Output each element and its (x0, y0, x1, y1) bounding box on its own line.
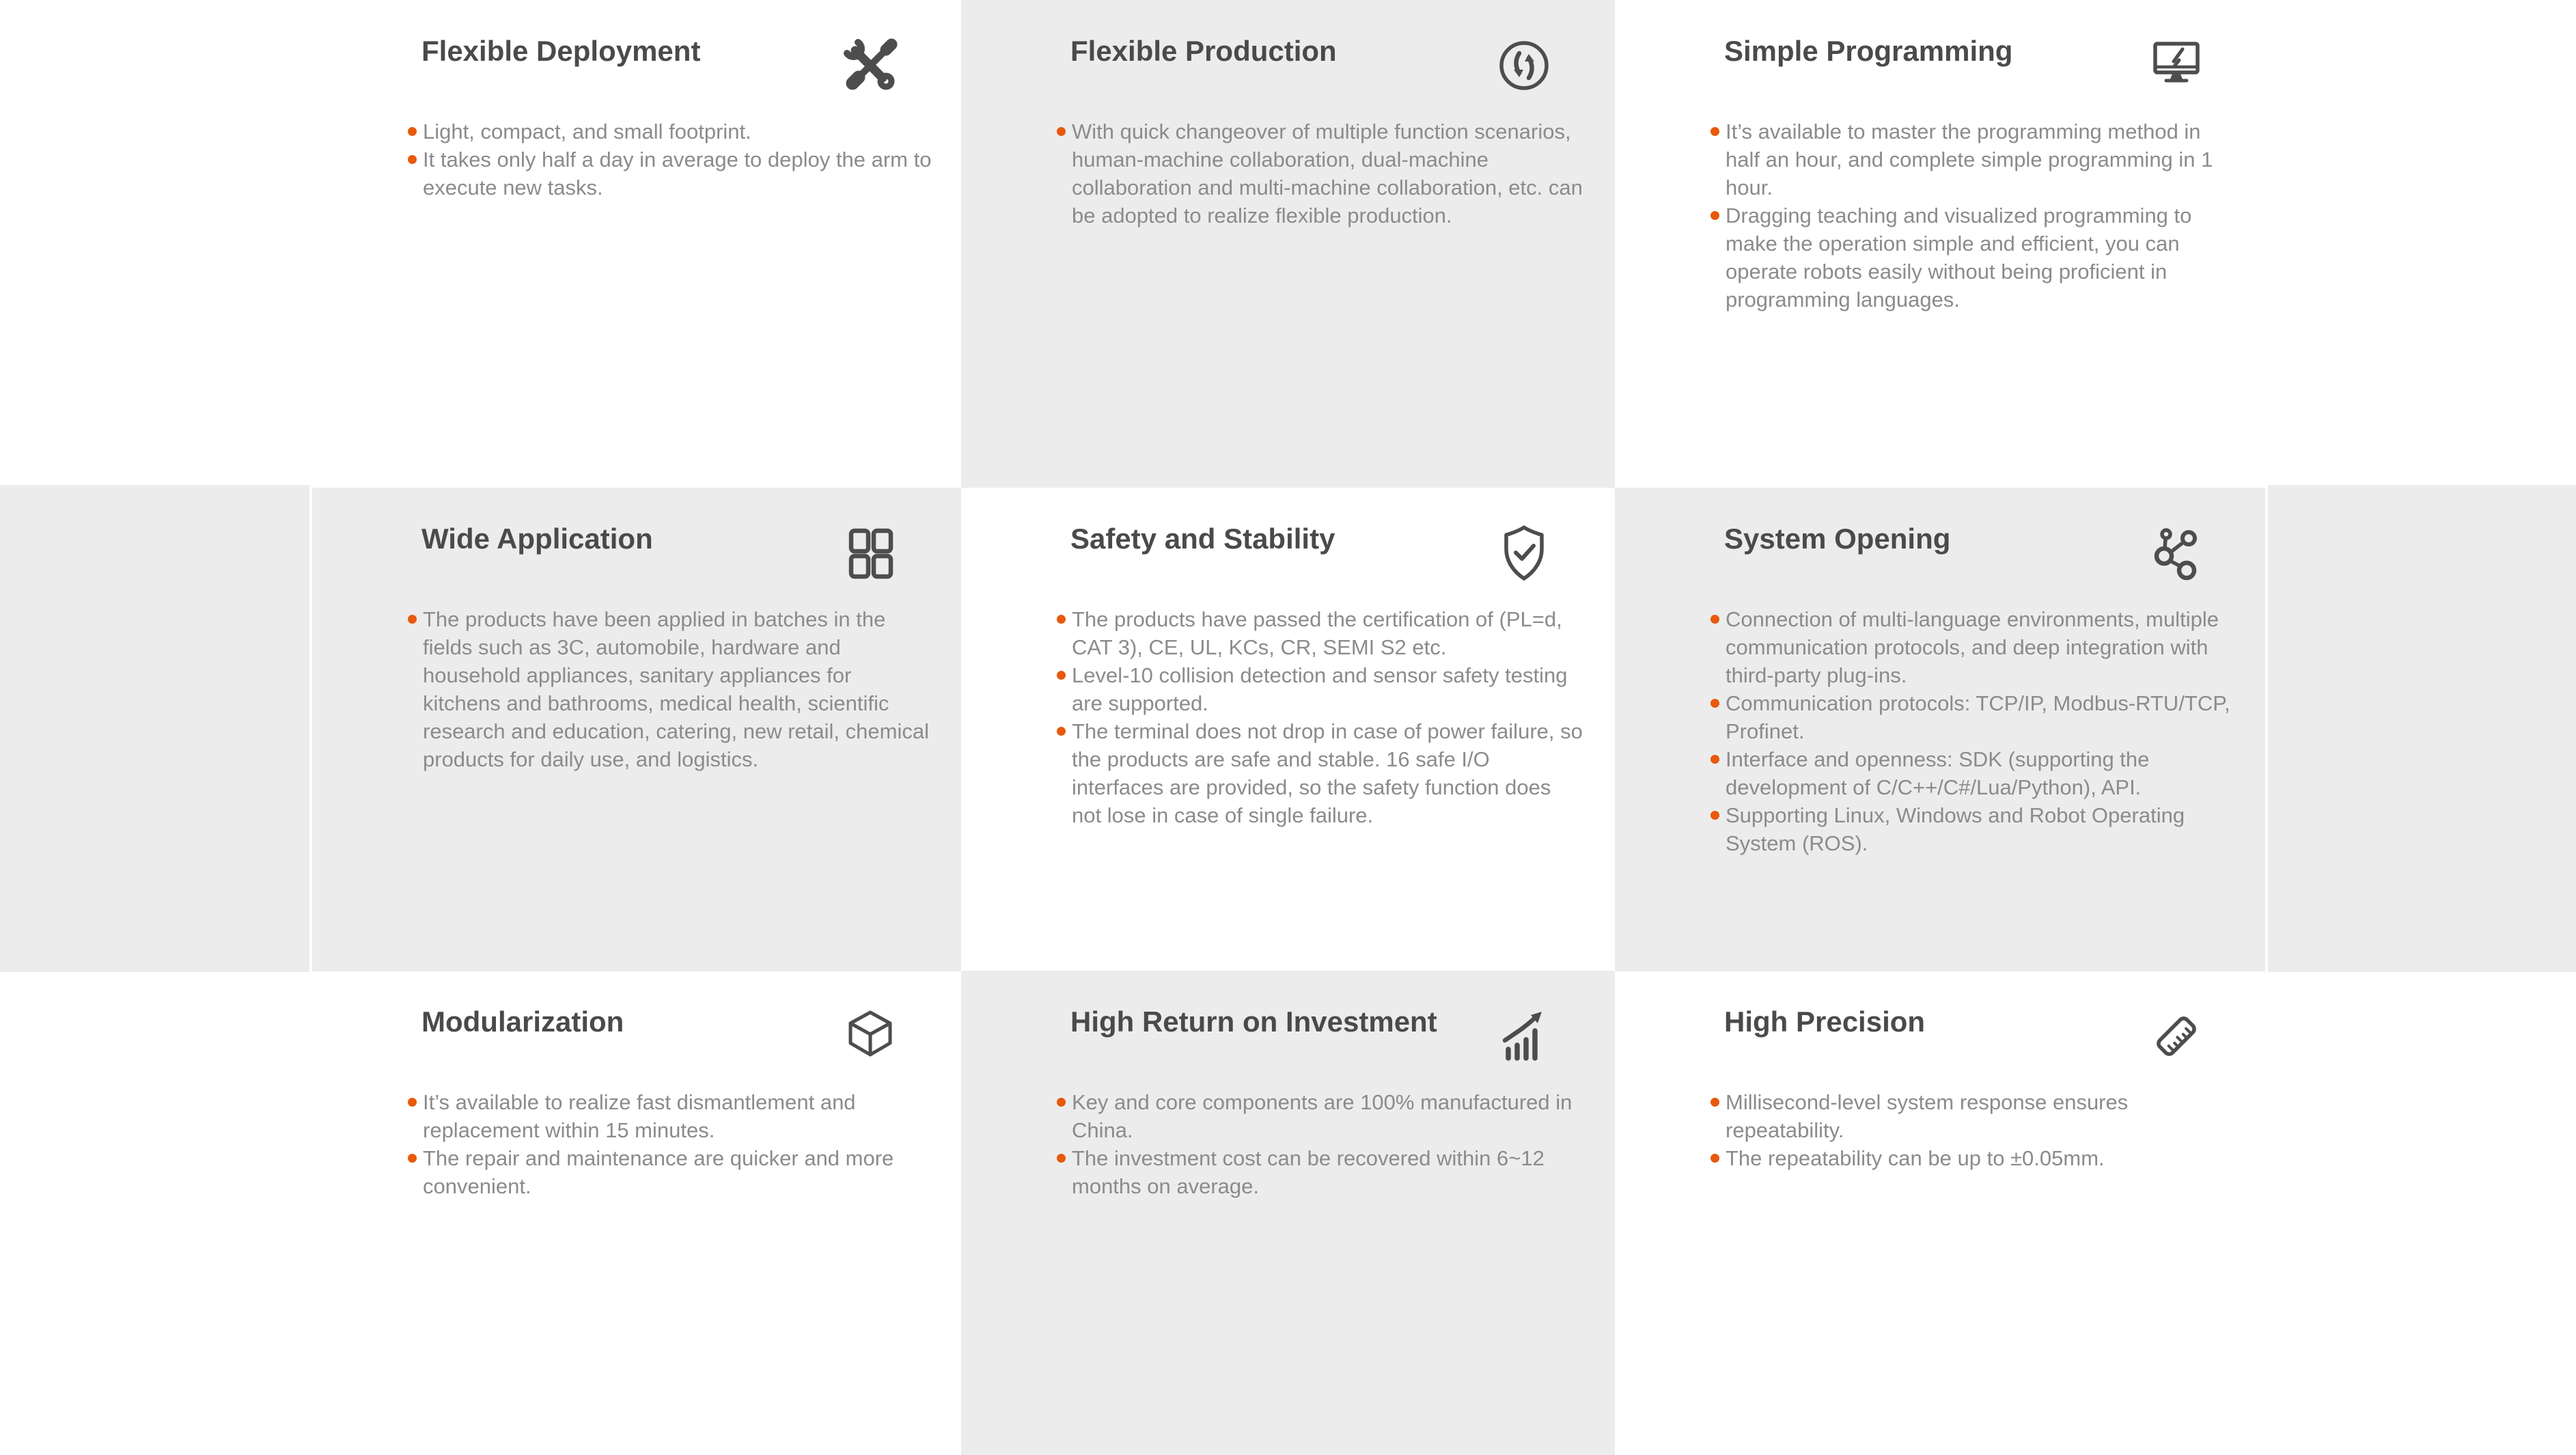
feature-title: Flexible Deployment (421, 35, 701, 67)
feature-title: High Precision (1724, 1006, 1926, 1038)
bullet-item: Light, compact, and small footprint. (408, 117, 934, 146)
feature-bullet-list (1057, 605, 1583, 829)
background-panel (2268, 485, 2576, 972)
feature-bullet-list (408, 1088, 934, 1200)
bullet-item: Interface and openness: SDK (supporting the development of C/C++/C#/Lua/Python), API. (1711, 745, 2236, 801)
bullet-item: The investment cost can be recovered within 6~12 months on average. (1057, 1144, 1583, 1200)
sync-arrows-icon (1491, 33, 1557, 98)
bullet-item: The products have been applied in batches in the fields such as 3C, automobile, hardware and household appliances, sanitary appliances for kitchens and bathrooms, medical health, scientific research and education, catering, new retail, chemical products for daily use, and logistics. (408, 605, 934, 773)
bullet-item: Level-10 collision detection and sensor safety testing are supported. (1057, 661, 1583, 717)
wrench-screwdriver-icon (837, 33, 903, 98)
share-nodes-icon (2144, 521, 2209, 586)
feature-title: Flexible Production (1070, 35, 1337, 67)
ruler-icon (2144, 1003, 2209, 1069)
bullet-item: The products have passed the certification of (PL=d, CAT 3), CE, UL, KCs, CR, SEMI S2 etc. (1057, 605, 1583, 661)
feature-card-wide-application (312, 488, 961, 971)
growth-chart-icon (1491, 1003, 1557, 1069)
bullet-item: With quick changeover of multiple function scenarios, human-machine collaboration, dual-machine collaboration and multi-machine collaboration, etc. can be adopted to realize flexible production. (1057, 117, 1583, 230)
bullet-item: The terminal does not drop in case of power failure, so the products are safe and stable. 16 safe I/O interfaces are provided, so the safety function does not lose in case of single failure. (1057, 717, 1583, 829)
monitor-code-icon (2144, 33, 2209, 98)
background-panel (0, 485, 309, 972)
feature-card-modularization (312, 971, 961, 1455)
feature-card-safety-and-stability (961, 488, 1615, 971)
cube-icon (837, 1003, 903, 1069)
bullet-item: It takes only half a day in average to deploy the arm to execute new tasks. (408, 146, 934, 202)
feature-bullet-list (1711, 605, 2236, 857)
feature-bullet-list (1711, 117, 2236, 314)
feature-bullet-list (408, 605, 934, 773)
bullet-item: The repeatability can be up to ±0.05mm. (1711, 1144, 2236, 1172)
feature-card-simple-programming (1615, 0, 2267, 488)
feature-title: High Return on Investment (1070, 1006, 1437, 1038)
feature-bullet-list (408, 117, 934, 202)
feature-title: Modularization (421, 1006, 624, 1038)
bullet-item: It’s available to realize fast dismantlement and replacement within 15 minutes. (408, 1088, 934, 1144)
feature-card-high-return-on-investment (961, 971, 1615, 1455)
feature-bullet-list (1057, 117, 1583, 230)
shield-check-icon (1491, 521, 1557, 586)
feature-bullet-list (1711, 1088, 2236, 1172)
feature-title: Simple Programming (1724, 35, 2013, 67)
bullet-item: Supporting Linux, Windows and Robot Operating System (ROS). (1711, 801, 2236, 857)
grid-icon (837, 521, 903, 586)
feature-card-flexible-production (961, 0, 1615, 488)
bullet-item: Dragging teaching and visualized programming to make the operation simple and efficient, you can operate robots easily without being proficient in programming languages. (1711, 202, 2236, 314)
bullet-item: Connection of multi-language environments, multiple communication protocols, and deep integration with third-party plug-ins. (1711, 605, 2236, 689)
bullet-item: It’s available to master the programming method in half an hour, and complete simple programming in 1 hour. (1711, 117, 2236, 202)
feature-title: Safety and Stability (1070, 523, 1335, 555)
bullet-item: Millisecond-level system response ensures repeatability. (1711, 1088, 2236, 1144)
feature-card-high-precision (1615, 971, 2267, 1455)
feature-card-flexible-deployment (312, 0, 961, 488)
bullet-item: Key and core components are 100% manufactured in China. (1057, 1088, 1583, 1144)
bullet-item: Communication protocols: TCP/IP, Modbus-RTU/TCP, Profinet. (1711, 689, 2236, 745)
feature-title: System Opening (1724, 523, 1951, 555)
feature-card-system-opening (1615, 488, 2267, 971)
feature-bullet-list (1057, 1088, 1583, 1200)
feature-title: Wide Application (421, 523, 653, 555)
bullet-item: The repair and maintenance are quicker and more convenient. (408, 1144, 934, 1200)
